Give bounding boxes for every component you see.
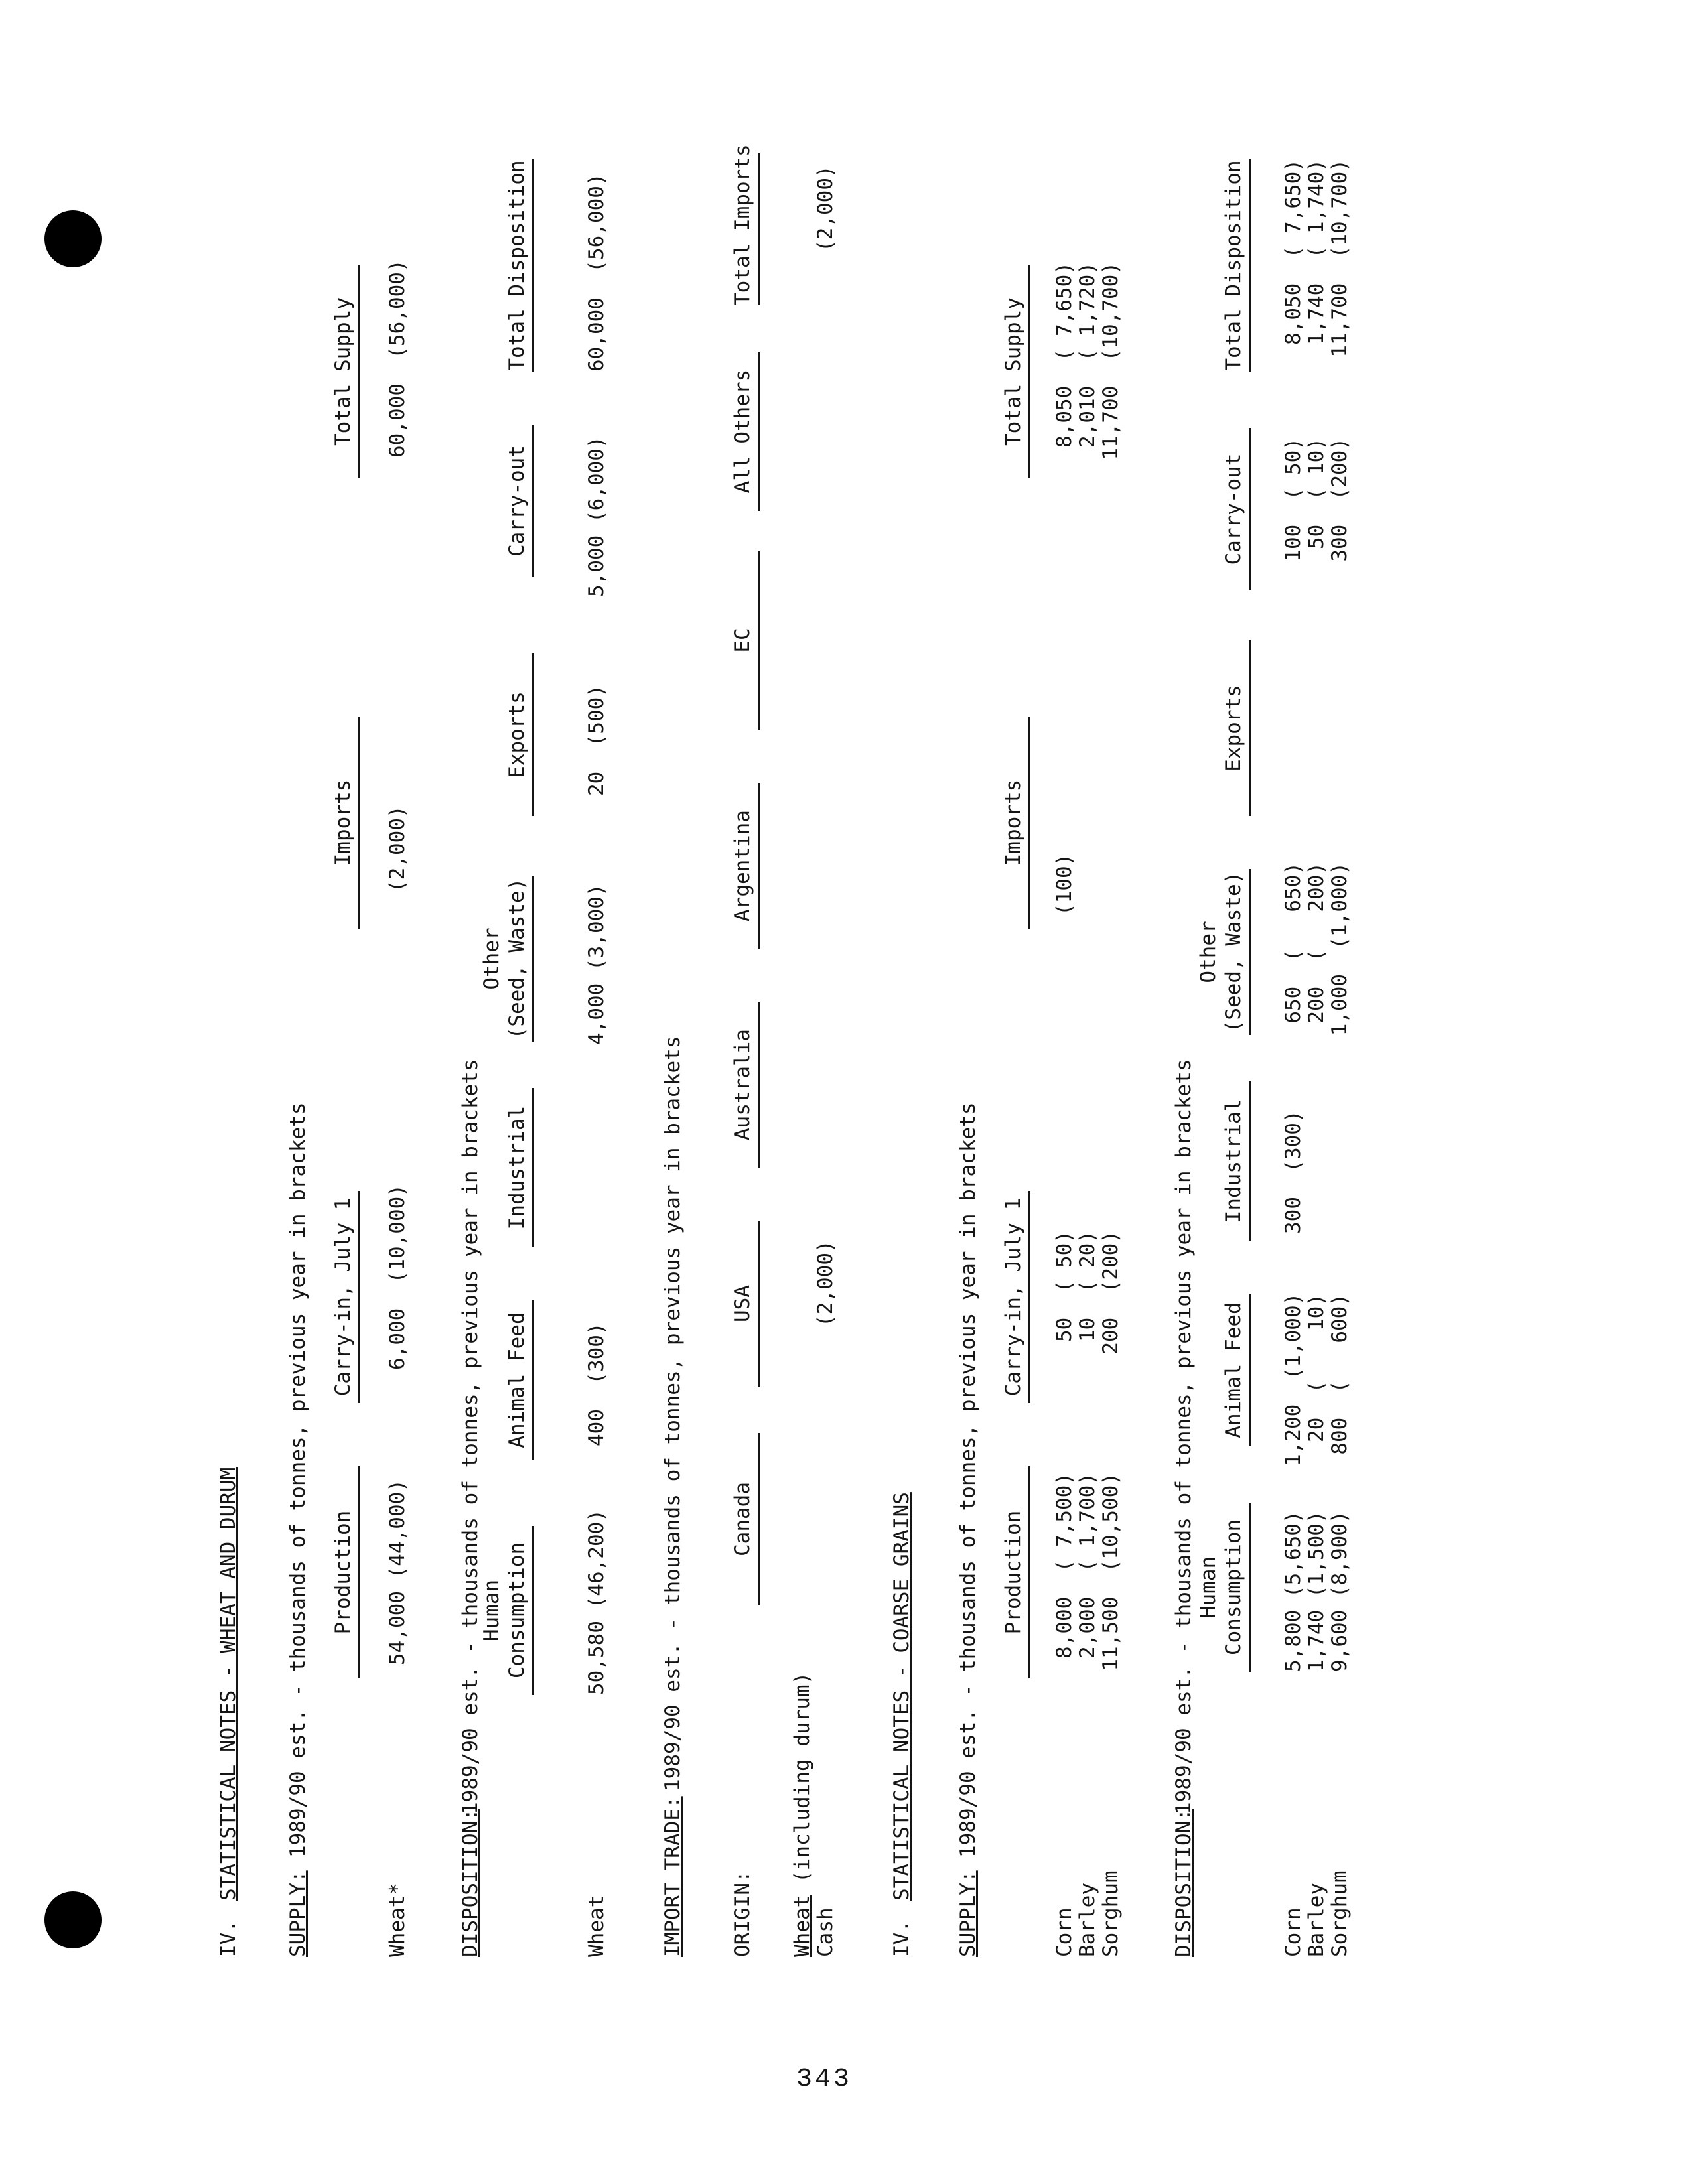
rotated-page-content — [0, 133, 1460, 1990]
coarse-disposition-note: 1989/90 est. - thousands of tonnes, previous year in brackets — [1172, 1059, 1196, 1814]
origin-header-australia: Australia — [730, 1002, 760, 1168]
coarse-disp-header-human: Human Consumption — [1196, 1503, 1251, 1672]
wheat-section-title: STATISTICAL NOTES - WHEAT AND DURUM — [216, 1467, 240, 1901]
coarse-disp-header-industrial: Industrial — [1221, 1081, 1251, 1241]
import-row-label — [790, 1672, 815, 1957]
import-row-label-wheat: Wheat — [790, 1895, 814, 1957]
coarse-disp-human-value: 9,600 (8,900) — [1328, 1511, 1352, 1672]
coarse-disp-total-value: 1,740 ( 1,740) — [1304, 159, 1328, 345]
coarse-supply-header-total: Total Supply — [1001, 265, 1030, 478]
coarse-supply-note: 1989/90 est. - thousands of tonnes, previous year in brackets — [956, 1102, 980, 1858]
coarse-disp-other-value: 650 ( 650) — [1281, 862, 1305, 1024]
coarse-supply-total-value: 11,700 (10,700) — [1099, 262, 1123, 460]
wheat-disp-header-other: Other (Seed, Waste) — [479, 876, 534, 1042]
coarse-disp-total-value: 8,050 ( 7,650) — [1281, 159, 1305, 345]
coarse-supply-carry-in-value: 200 (200) — [1099, 1231, 1123, 1355]
coarse-disp-carry-out-value: 100 ( 50) — [1281, 438, 1305, 562]
wheat-disposition-note: 1989/90 est. - thousands of tonnes, previous year in brackets — [458, 1059, 482, 1814]
coarse-disp-other-value: 1,000 (1,000) — [1328, 862, 1352, 1036]
wheat-supply-header-production: Production — [330, 1466, 360, 1678]
wheat-disp-header-feed: Animal Feed — [504, 1300, 534, 1460]
coarse-disposition-label: DISPOSITION: — [1172, 1809, 1196, 1957]
import-trade-label: IMPORT TRADE: — [661, 1796, 685, 1957]
wheat-supply-production-value: 54,000 (44,000) — [386, 1479, 409, 1665]
wheat-disp-header-industrial: Industrial — [504, 1088, 534, 1247]
coarse-supply-header-carry-in: Carry-in, July 1 — [1001, 1191, 1030, 1403]
wheat-disp-header-carry-out: Carry-out — [504, 425, 534, 577]
coarse-disp-feed-value: 800 ( 600) — [1328, 1294, 1352, 1455]
coarse-supply-production-value: 2,000 ( 1,700) — [1076, 1473, 1099, 1659]
origin-header-argentina: Argentina — [730, 783, 760, 949]
coarse-disp-row-label: Sorghum — [1328, 1870, 1352, 1957]
wheat-disposition-row-label: Wheat — [585, 1895, 608, 1957]
origin-header-all-others: All Others — [730, 352, 760, 511]
origin-header-canada: Canada — [730, 1433, 760, 1605]
coarse-disp-header-feed: Animal Feed — [1221, 1294, 1251, 1446]
coarse-supply-production-value: 8,000 ( 7,500) — [1052, 1473, 1076, 1659]
coarse-disp-total-value: 11,700 (10,700) — [1328, 159, 1352, 358]
wheat-disp-header-total: Total Disposition — [504, 159, 534, 372]
coarse-supply-total-value: 2,010 ( 1,720) — [1076, 262, 1099, 448]
coarse-supply-header-imports: Imports — [1001, 717, 1030, 929]
wheat-supply-imports-value: (2,000) — [386, 805, 409, 892]
wheat-supply-row-label: Wheat* — [386, 1883, 409, 1957]
coarse-disp-carry-out-value: 300 (200) — [1328, 438, 1352, 562]
wheat-disp-total-value: 60,000 (56,000) — [585, 173, 608, 372]
coarse-supply-row-label: Sorghum — [1099, 1870, 1123, 1957]
coarse-disp-industrial-value: 300 (300) — [1281, 1110, 1305, 1234]
wheat-supply-total-value: 60,000 (56,000) — [386, 259, 409, 458]
origin-header-ec: EC — [730, 551, 760, 730]
wheat-disp-exports-value: 20 (500) — [585, 685, 608, 796]
wheat-disposition-label: DISPOSITION: — [458, 1809, 482, 1957]
import-row2-label: Cash — [813, 1907, 837, 1957]
coarse-supply-imports-value: (100) — [1052, 853, 1076, 916]
origin-header-total-imports: Total Imports — [730, 153, 760, 305]
wheat-supply-label: SUPPLY: — [286, 1870, 310, 1957]
import-row-label-rest: (including durum) — [790, 1672, 814, 1895]
import-cash-total-value: (2,000) — [813, 165, 837, 252]
page-number: 343 — [796, 2065, 853, 2094]
coarse-disp-header-total: Total Disposition — [1221, 159, 1251, 372]
wheat-supply-header-carry-in: Carry-in, July 1 — [330, 1191, 360, 1403]
coarse-disp-row-label: Barley — [1304, 1883, 1328, 1957]
coarse-supply-carry-in-value: 50 ( 50) — [1052, 1231, 1076, 1342]
coarse-supply-row-label: Barley — [1076, 1883, 1099, 1957]
coarse-disp-row-label: Corn — [1281, 1907, 1305, 1957]
coarse-supply-carry-in-value: 10 ( 20) — [1076, 1231, 1099, 1342]
coarse-supply-header-production: Production — [1001, 1466, 1030, 1678]
coarse-disp-human-value: 5,800 (5,650) — [1281, 1511, 1305, 1672]
wheat-disp-feed-value: 400 (300) — [585, 1322, 608, 1446]
wheat-disp-carry-out-value: 5,000 (6,000) — [585, 436, 608, 597]
wheat-disp-human-value: 50,580 (46,200) — [585, 1509, 608, 1695]
coarse-supply-row-label: Corn — [1052, 1907, 1076, 1957]
coarse-disp-header-carry-out: Carry-out — [1221, 428, 1251, 590]
coarse-disp-header-exports: Exports — [1221, 640, 1251, 816]
import-cash-usa-value: (2,000) — [813, 1240, 837, 1327]
coarse-disp-carry-out-value: 50 ( 10) — [1304, 438, 1328, 549]
wheat-supply-header-imports: Imports — [330, 717, 360, 929]
coarse-supply-production-value: 11,500 (10,500) — [1099, 1473, 1123, 1671]
wheat-supply-carry-in-value: 6,000 (10,000) — [386, 1184, 409, 1370]
wheat-disp-header-human: Human Consumption — [479, 1526, 534, 1695]
coarse-disp-feed-value: 1,200 (1,000) — [1281, 1292, 1305, 1466]
wheat-supply-note: 1989/90 est. - thousands of tonnes, previous year in brackets — [286, 1102, 310, 1858]
coarse-section-title: STATISTICAL NOTES - COARSE GRAINS — [890, 1492, 914, 1901]
wheat-supply-header-total: Total Supply — [330, 265, 360, 478]
coarse-supply-total-value: 8,050 ( 7,650) — [1052, 262, 1076, 448]
wheat-disp-header-exports: Exports — [504, 653, 534, 816]
coarse-disp-human-value: 1,740 (1,500) — [1304, 1511, 1328, 1672]
coarse-supply-label: SUPPLY: — [956, 1870, 980, 1957]
coarse-disp-feed-value: 20 ( 10) — [1304, 1294, 1328, 1442]
import-trade-note: 1989/90 est. - thousands of tonnes, previous year in brackets — [661, 1036, 685, 1791]
origin-label: ORIGIN: — [731, 1870, 754, 1957]
coarse-disp-header-other: Other (Seed, Waste) — [1196, 869, 1251, 1035]
origin-header-usa: USA — [730, 1221, 760, 1387]
coarse-section-number: IV. — [890, 1920, 914, 1957]
wheat-section-number: IV. — [216, 1920, 240, 1957]
coarse-disp-other-value: 200 ( 200) — [1304, 862, 1328, 1024]
wheat-disp-other-value: 4,000 (3,000) — [585, 884, 608, 1045]
